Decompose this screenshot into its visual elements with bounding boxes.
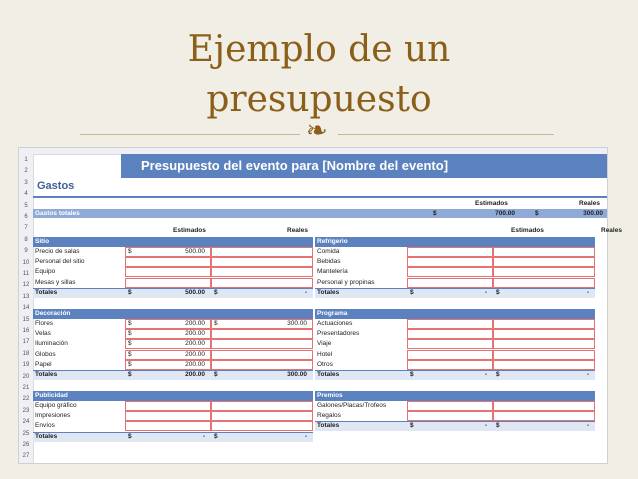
publicidad-item-label: Envíos: [35, 422, 55, 430]
sitio-tot-real-value: -: [304, 288, 307, 296]
decoracion-real-currency: $: [214, 320, 218, 327]
decoracion-est-currency: $: [128, 350, 132, 358]
row-number: 21: [22, 385, 30, 391]
sitio-estimado-cell[interactable]: [125, 257, 211, 267]
sitio-item-label: Equipo: [35, 268, 56, 276]
decoracion-real-value: 300.00: [287, 320, 307, 327]
refrigerio-section-header: [315, 237, 595, 247]
slide-title-line2: presupuesto: [206, 79, 432, 120]
row-number: 19: [22, 362, 30, 369]
refrigerio-tot-real-value: -: [586, 288, 589, 296]
premios-totals-label: Totales: [317, 422, 340, 430]
refrigerio-item-label: Comida: [317, 248, 340, 255]
sitio-item-label: Mesas y sillas: [35, 278, 76, 286]
summary-est-value[interactable]: 700.00: [495, 210, 515, 217]
programa-estimado-cell[interactable]: [407, 339, 493, 349]
row-number: 13: [22, 293, 30, 300]
row-number: 11: [22, 271, 30, 277]
programa-tot-est-value: -: [484, 371, 487, 378]
decoracion-real-cell[interactable]: [211, 329, 313, 339]
premios-estimado-cell[interactable]: [407, 411, 493, 421]
decoracion-tot-est-currency: $: [128, 371, 132, 378]
decoracion-item-label: Flores: [35, 320, 54, 327]
publicidad-totals-label: Totales: [35, 432, 58, 440]
programa-item-label: Hotel: [317, 350, 333, 358]
decoracion-item-label: Papel: [35, 360, 52, 368]
sitio-section-header: [33, 237, 313, 247]
programa-estimado-cell[interactable]: [407, 350, 493, 360]
decoracion-tot-est-value: 200.00: [185, 371, 205, 378]
title-rule-right: [338, 134, 554, 135]
sitio-totals-label: Totales: [35, 288, 58, 296]
programa-section-header: [315, 309, 595, 319]
row-number: 25: [22, 430, 30, 437]
premios-tot-est-value: -: [484, 422, 487, 430]
programa-tot-real-value: -: [586, 371, 589, 378]
decoracion-est-currency: $: [128, 330, 132, 338]
refrigerio-section-title: Refrigerio: [317, 238, 348, 245]
refrigerio-real-cell[interactable]: [493, 257, 595, 267]
programa-section-title: Programa: [317, 310, 348, 317]
sitio-item-label: Precio de salas: [35, 248, 80, 255]
refrigerio-estimado-cell[interactable]: [407, 267, 493, 277]
row-number-gutter: [19, 154, 34, 463]
sitio-real-cell[interactable]: [211, 278, 313, 288]
refrigerio-real-cell[interactable]: [493, 267, 595, 277]
summary-real-currency: $: [535, 210, 539, 217]
decoracion-est-currency: $: [128, 340, 132, 348]
programa-estimado-cell[interactable]: [407, 319, 493, 329]
right-col-estimados-label: Estimados: [511, 227, 544, 234]
decoracion-est-value: 200.00: [185, 350, 205, 358]
publicidad-item-label: Equipo gráfico: [35, 402, 77, 409]
sitio-est-value: 500.00: [185, 248, 205, 255]
gastos-heading: Gastos: [37, 180, 75, 192]
row-number: 17: [22, 339, 30, 346]
row-number: 23: [22, 407, 30, 414]
decoracion-item-label: Velas: [35, 330, 51, 338]
row-number: 4: [24, 191, 28, 198]
premios-item-label: Regalos: [317, 412, 341, 420]
row-number: 3: [24, 179, 28, 186]
row-number: 1: [24, 157, 28, 163]
decoracion-est-currency: $: [128, 360, 132, 368]
publicidad-tot-real-currency: $: [214, 432, 218, 440]
programa-real-cell[interactable]: [493, 350, 595, 360]
slide-title-line1: Ejemplo de un: [187, 29, 451, 70]
sitio-estimado-cell[interactable]: [125, 267, 211, 277]
decoracion-item-label: Globos: [35, 350, 56, 358]
decoracion-section-title: Decoración: [35, 310, 71, 317]
programa-estimado-cell[interactable]: [407, 329, 493, 339]
title-rule-left: [80, 134, 300, 135]
summary-estimados-label: Estimados: [475, 200, 508, 207]
refrigerio-totals-label: Totales: [317, 288, 340, 296]
row-number: 20: [22, 373, 30, 380]
sitio-est-currency: $: [128, 248, 132, 255]
programa-real-cell[interactable]: [493, 329, 595, 339]
decoracion-est-value: 200.00: [185, 330, 205, 338]
gastos-rule: [33, 196, 607, 198]
floral-ornament-icon: ❧: [306, 116, 328, 146]
sitio-section-title: Sitio: [35, 238, 50, 245]
summary-total-bar: [33, 209, 607, 218]
refrigerio-item-label: Bebidas: [317, 258, 341, 266]
refrigerio-estimado-cell[interactable]: [407, 247, 493, 257]
row-number: 9: [24, 248, 28, 255]
decoracion-est-value: 200.00: [185, 360, 205, 368]
decoracion-est-value: 200.00: [185, 320, 205, 327]
publicidad-estimado-cell[interactable]: [125, 421, 211, 431]
publicidad-real-cell[interactable]: [211, 401, 313, 411]
refrigerio-item-label: Personal y propinas: [317, 278, 375, 286]
summary-reales-label: Reales: [579, 200, 600, 207]
programa-totals-label: Totales: [317, 371, 340, 378]
publicidad-tot-real-value: -: [304, 432, 307, 440]
summary-total-label: Gastos totales: [35, 210, 80, 217]
refrigerio-real-cell[interactable]: [493, 247, 595, 257]
decoracion-item-label: Iluminación: [35, 340, 68, 348]
programa-tot-real-currency: $: [496, 371, 500, 378]
premios-item-label: Galones/Placas/Trofeos: [317, 402, 387, 409]
row-number: 10: [22, 259, 30, 266]
refrigerio-real-cell[interactable]: [493, 278, 595, 288]
programa-item-label: Actuaciones: [317, 320, 353, 327]
refrigerio-tot-est-currency: $: [410, 288, 414, 296]
sitio-tot-est-currency: $: [128, 288, 132, 296]
banner-title: Presupuesto del evento para [Nombre del evento]: [141, 158, 449, 173]
premios-real-cell[interactable]: [493, 411, 595, 421]
row-number: 7: [24, 225, 28, 232]
sitio-real-cell[interactable]: [211, 247, 313, 257]
row-number: 5: [24, 202, 28, 209]
publicidad-real-cell[interactable]: [211, 421, 313, 431]
left-col-estimados-label: Estimados: [173, 227, 206, 234]
budget-banner: [121, 154, 607, 178]
row-number: 22: [22, 396, 30, 403]
sitio-item-label: Personal del sitio: [35, 258, 85, 266]
decoracion-real-cell[interactable]: [211, 350, 313, 360]
premios-section-header: [315, 391, 595, 401]
sitio-real-cell[interactable]: [211, 257, 313, 267]
decoracion-section-header: [33, 309, 313, 319]
decoracion-tot-real-currency: $: [214, 371, 218, 378]
decoracion-est-currency: $: [128, 320, 132, 327]
refrigerio-item-label: Mantelería: [317, 268, 348, 276]
sitio-tot-est-value: 500.00: [185, 288, 205, 296]
refrigerio-estimado-cell[interactable]: [407, 278, 493, 288]
row-number: 24: [22, 419, 30, 426]
premios-real-cell[interactable]: [493, 401, 595, 411]
premios-section-title: Premios: [317, 392, 343, 399]
decoracion-real-cell[interactable]: [211, 360, 313, 370]
programa-estimado-cell[interactable]: [407, 360, 493, 370]
publicidad-item-label: Impresiones: [35, 412, 71, 420]
publicidad-tot-est-currency: $: [128, 432, 132, 440]
sitio-real-cell[interactable]: [211, 267, 313, 277]
refrigerio-estimado-cell[interactable]: [407, 257, 493, 267]
programa-item-label: Otros: [317, 360, 333, 368]
row-number: 27: [22, 453, 30, 460]
row-number: 2: [24, 168, 28, 175]
row-number: 12: [22, 282, 30, 289]
refrigerio-tot-est-value: -: [484, 288, 487, 296]
sitio-estimado-cell[interactable]: [125, 278, 211, 288]
summary-real-value[interactable]: 300.00: [583, 210, 603, 217]
publicidad-tot-est-value: -: [202, 432, 205, 440]
programa-item-label: Presentadores: [317, 330, 360, 338]
left-col-reales-label: Reales: [287, 227, 308, 234]
publicidad-section-header: [33, 391, 313, 401]
right-col-reales-label: Reales: [601, 227, 622, 234]
premios-tot-real-value: -: [586, 422, 589, 430]
publicidad-estimado-cell[interactable]: [125, 411, 211, 421]
publicidad-real-cell[interactable]: [211, 411, 313, 421]
decoracion-real-cell[interactable]: [211, 339, 313, 349]
programa-tot-est-currency: $: [410, 371, 414, 378]
row-number: 15: [22, 316, 30, 323]
decoracion-tot-real-value: 300.00: [287, 371, 307, 378]
publicidad-section-title: Publicidad: [35, 392, 68, 399]
row-number: 8: [24, 236, 28, 243]
programa-item-label: Viaje: [317, 340, 332, 348]
programa-real-cell[interactable]: [493, 339, 595, 349]
spreadsheet: [18, 147, 622, 464]
publicidad-estimado-cell[interactable]: [125, 401, 211, 411]
programa-real-cell[interactable]: [493, 360, 595, 370]
sitio-tot-real-currency: $: [214, 288, 218, 296]
decoracion-totals-label: Totales: [35, 371, 58, 378]
row-number: 16: [22, 328, 30, 334]
decoracion-est-value: 200.00: [185, 340, 205, 348]
row-number: 18: [22, 350, 30, 357]
row-number: 26: [22, 442, 30, 448]
premios-tot-est-currency: $: [410, 422, 414, 430]
premios-estimado-cell[interactable]: [407, 401, 493, 411]
row-number: 6: [24, 214, 28, 220]
programa-real-cell[interactable]: [493, 319, 595, 329]
refrigerio-tot-real-currency: $: [496, 288, 500, 296]
summary-est-currency: $: [433, 210, 437, 217]
premios-tot-real-currency: $: [496, 422, 500, 430]
row-number: 14: [22, 305, 30, 312]
